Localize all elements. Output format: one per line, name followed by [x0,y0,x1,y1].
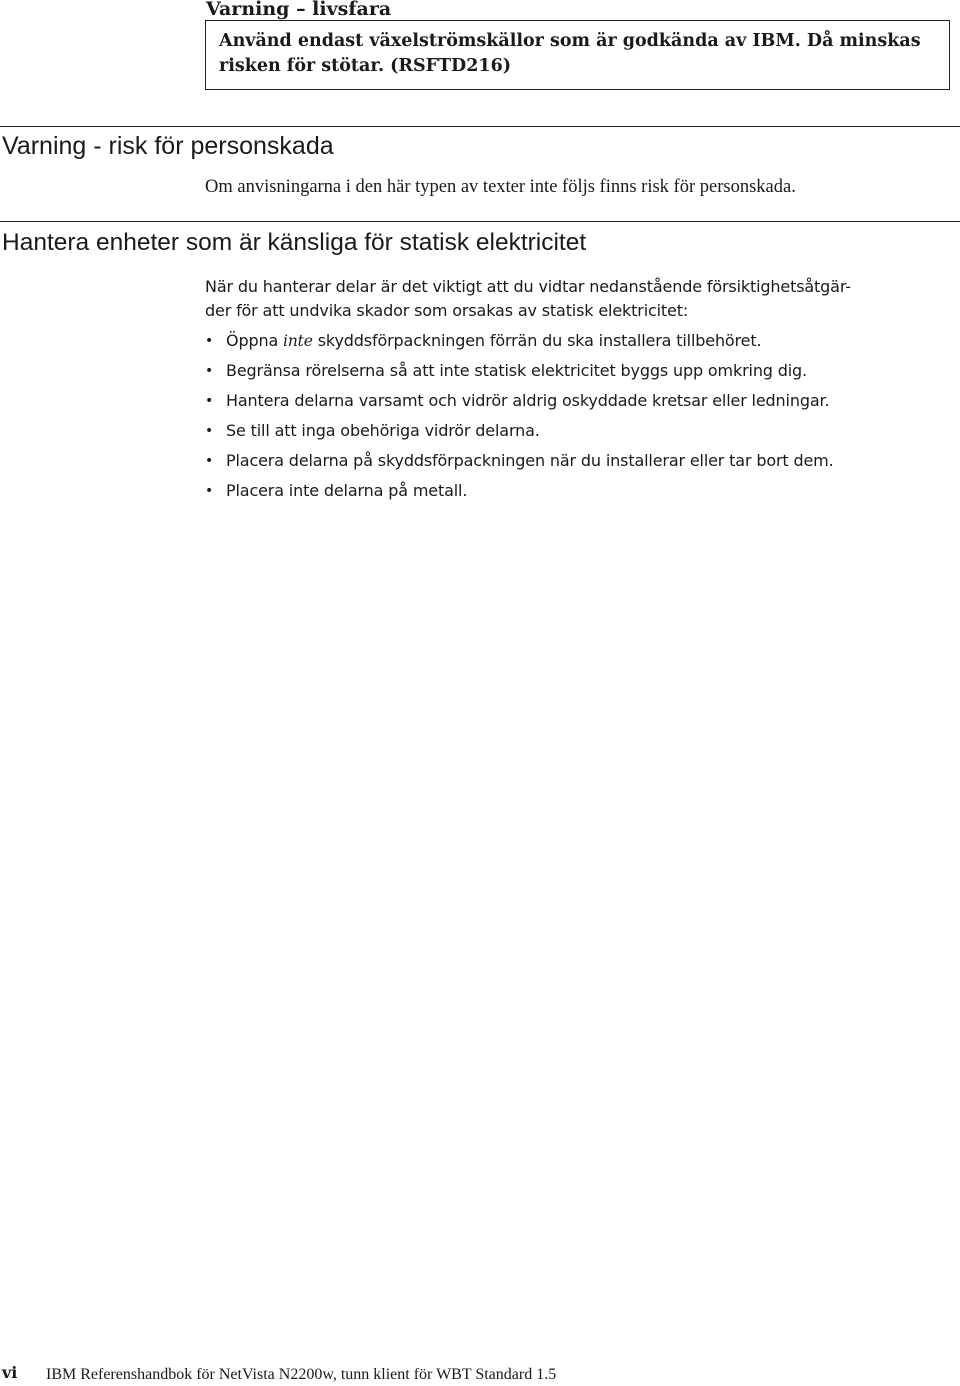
danger-notice-title: Varning – livsfara [206,0,392,20]
esd-intro-line-1: När du hanterar delar är det viktigt att du vidtar nedanstående försiktighetsåtgär- [205,277,851,296]
esd-intro-paragraph [205,275,953,323]
list-item-text: Placera inte delarna på metall. [226,481,468,500]
list-item-text: Begränsa rörelserna så att inte statisk elektricitet byggs upp omkring dig. [226,361,807,380]
page-number: vi [2,1363,18,1382]
esd-heading: Hantera enheter som är känsliga för statisk elektricitet [2,229,587,256]
caution-description: Om anvisningarna i den här typen av texter inte följs finns risk för personskada. [205,177,796,197]
footer-book-title: IBM Referenshandbok för NetVista N2200w, tunn klient för WBT Standard 1.5 [46,1366,557,1383]
esd-intro-line-2: der för att undvika skador som orsakas av statisk elektricitet: [205,301,689,320]
list-item-text: Se till att inga obehöriga vidrör delarna. [226,421,540,440]
bullet-icon: • [205,423,214,439]
danger-notice-line-1: Använd endast växelströmskällor som är godkända av IBM. Då minskas [219,31,921,51]
section-divider [0,126,960,127]
list-item [205,476,955,506]
list-item [205,446,955,476]
list-item-text-prefix: Öppna [226,331,279,350]
list-item [205,356,955,386]
list-item-text-suffix: skyddsförpackningen förrän du ska installera tillbehöret. [317,331,762,350]
section-divider [0,221,960,222]
bullet-icon: • [205,363,214,379]
list-item [205,386,955,416]
danger-notice-line-2: risken för stötar. (RSFTD216) [219,56,512,76]
bullet-icon: • [205,333,214,349]
list-item [205,416,955,446]
esd-precautions-list [205,326,955,506]
list-item-text: Hantera delarna varsamt och vidrör aldrig oskyddade kretsar eller ledningar. [226,391,830,410]
danger-notice-box [205,20,950,90]
bullet-icon: • [205,453,214,469]
list-item [205,326,955,356]
bullet-icon: • [205,393,214,409]
bullet-icon: • [205,483,214,499]
list-item-text: Placera delarna på skyddsförpackningen när du installerar eller tar bort dem. [226,451,834,470]
list-item-emphasis: inte [283,332,313,350]
caution-heading: Varning - risk för personskada [2,132,334,160]
